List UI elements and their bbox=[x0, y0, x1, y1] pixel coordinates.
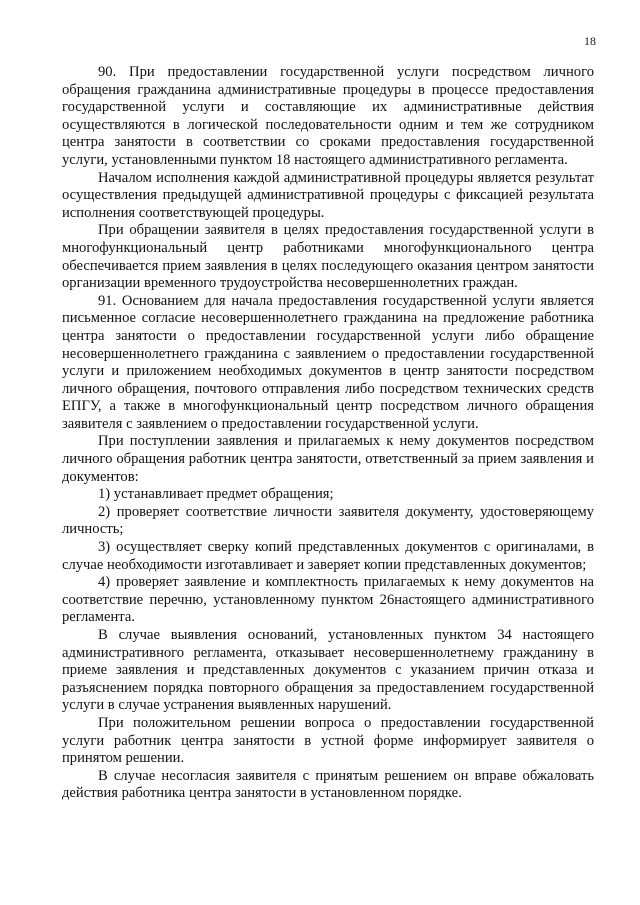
paragraph-receipt-intro: При поступлении заявления и прилагаемых к нему документов посредством личного обращения работник центра занятости, ответственный за прием заявления и документов: bbox=[62, 433, 594, 485]
list-item-3: 3) осуществляет сверку копий представленных документов с оригиналами, в случае необходимости изготавливает и заверяет копии представленных документов; bbox=[62, 539, 594, 573]
paragraph-91: 91. Основанием для начала предоставления государственной услуги является письменное согласие несовершеннолетнего гражданина на предложение работника центра занятости о предоставлении государственной услуги либо обращение несовершеннолетнего гражданина с заявлением о предоставлении государственной услуги и приложением необходимых документов в центр занятости посредством личного обращения, почтового отправления либо посредством технических средств ЕПГУ, а также в многофункциональный центр посредством личного обращения заявителя с заявлением о предоставлении государственной услуги. bbox=[62, 292, 594, 432]
paragraph-appeal: В случае несогласия заявителя с принятым решением он вправе обжаловать действия работника центра занятости в установленном порядке. bbox=[62, 767, 594, 802]
paragraph-positive-decision: При положительном решении вопроса о предоставлении государственной услуги работник центра занятости в устной форме информирует заявителя о принятом решении. bbox=[62, 714, 594, 767]
list-item-4: 4) проверяет заявление и комплектность прилагаемых к нему документов на соответствие перечню, установленному пунктом 26настоящего административного регламента. bbox=[62, 574, 594, 626]
paragraph-refusal: В случае выявления оснований, установленных пунктом 34 настоящего административного регламента, отказывает несовершеннолетнему гражданину в приеме заявления и представленных документов с указанием причин отказа и разъяснением порядка повторного обращения за предоставлением государственной услуги в случае устранения выявленных нарушений. bbox=[62, 627, 594, 714]
paragraph-90: 90. При предоставлении государственной услуги посредством личного обращения гражданина административные процедуры в процессе предоставления государственной услуги и составляющие их административные действия осуществляются в логической последовательности одним и тем же сотрудником центра занятости в соответствии со сроками предоставления государственной услуги, установленными пунктом 18 настоящего административного регламента. bbox=[62, 64, 594, 168]
list-item-2: 2) проверяет соответствие личности заявителя документу, удостоверяющему личность; bbox=[62, 503, 594, 538]
paragraph-procedure-start: Началом исполнения каждой административной процедуры является результат осуществления предыдущей административной процедуры с фиксацией результата исполнения соответствующей процедуры. bbox=[62, 169, 594, 221]
paragraph-mfc-application: При обращении заявителя в целях предоставления государственной услуги в многофункциональный центр работниками многофункционального центра обеспечивается прием заявления в целях последующего оказания центром занятости организации временного трудоустройства несовершеннолетних граждан. bbox=[62, 222, 594, 292]
list-item-1: 1) устанавливает предмет обращения; bbox=[98, 486, 334, 503]
document-body bbox=[62, 64, 594, 803]
page-number: 18 bbox=[584, 34, 596, 48]
